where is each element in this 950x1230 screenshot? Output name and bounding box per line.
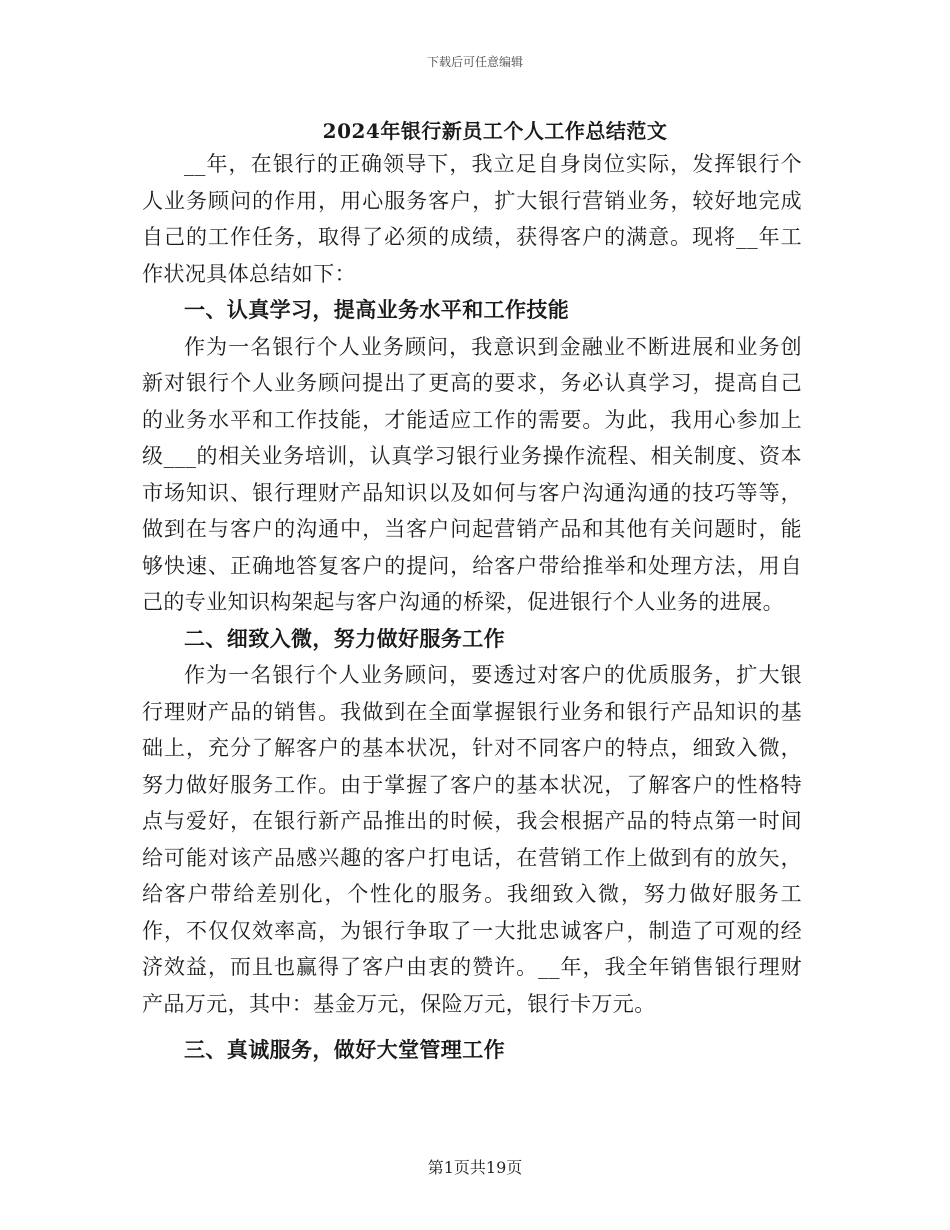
section-heading-2: 二、细致入微，努力做好服务工作	[184, 625, 505, 651]
intro-paragraph: __年，在银行的正确领导下，我立足自身岗位实际，发挥银行个人业务顾问的作用，用心服务客户，扩大银行营销业务，较好地完成自己的工作任务，取得了必须的成绩，获得客户的满意。现将__年工作状况具体总结如下：	[142, 152, 802, 286]
section-body-2: 作为一名银行个人业务顾问，要透过对客户的优质服务，扩大银行理财产品的销售。我做到在全面掌握银行业务和银行产品知识的基础上，充分了解客户的基本状况，针对不同客户的特点，细致入微，努力做好服务工作。由于掌握了客户的基本状况，了解客户的性格特点与爱好，在银行新产品推出的时候，我会根据产品的特点第一时间给可能对该产品感兴趣的客户打电话，在营销工作上做到有的放矢，给客户带给差别化，个性化的服务。我细致入微，努力做好服务工作，不仅仅效率高，为银行争取了一大批忠诚客户，制造了可观的经济效益，而且也赢得了客户由衷的赞许。__年，我全年销售银行理财产品万元，其中：基金万元，保险万元，银行卡万元。	[142, 663, 802, 1016]
section-body-1: 作为一名银行个人业务顾问，我意识到金融业不断进展和业务创新对银行个人业务顾问提出了更高的要求，务必认真学习，提高自己的业务水平和工作技能，才能适应工作的需要。为此，我用心参加上级___的相关业务培训，认真学习银行业务操作流程、相关制度、资本市场知识、银行理财产品知识以及如何与客户沟通沟通的技巧等等，做到在与客户的沟通中，当客户问起营销产品和其他有关问题时，能够快速、正确地答复客户的提问，给客户带给推举和处理方法，用自己的专业知识构架起与客户沟通的桥梁，促进银行个人业务的进展。	[142, 334, 802, 614]
page-footer: 第1页共19页	[427, 1158, 523, 1177]
header-note: 下载后可任意编辑	[426, 55, 523, 69]
document-body	[142, 146, 802, 1069]
section-heading-3: 三、真诚服务，做好大堂管理工作	[184, 1037, 505, 1062]
document-title: 2024年银行新员工个人工作总结范文	[322, 119, 668, 143]
section-heading-1: 一、认真学习，提高业务水平和工作技能	[184, 297, 570, 322]
